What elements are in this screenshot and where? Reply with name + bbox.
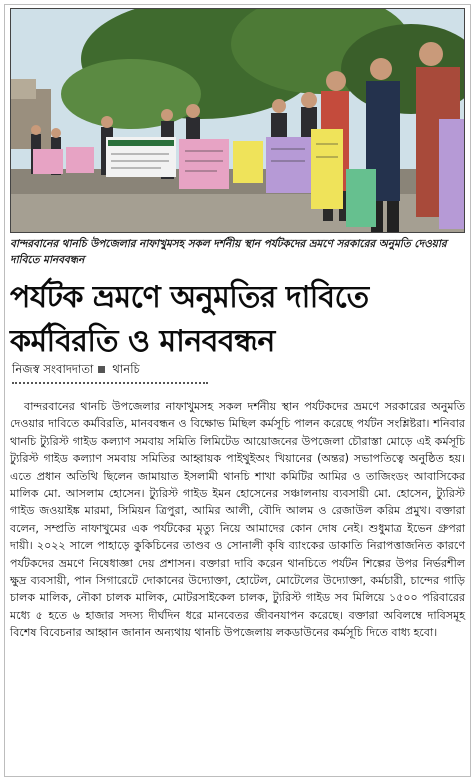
byline [12,362,312,376]
photo-caption: বান্দরবানের থানচি উপজেলার নাফাখুমসহ সকল দর্শনীয় স্থান পর্যটকদের ভ্রমণে সরকারের অনুমতি দেওয়ার দাবিতে মানববন্ধন [10,238,447,266]
article-photo [10,8,465,233]
article-body [10,398,465,642]
article-body-text: বান্দরবানের থানচি উপজেলার নাফাখুমসহ সকল দর্শনীয় স্থান পর্যটকদের ভ্রমণে সরকারের অনুমতি দেওয়ার দাবিতে কর্মবিরতি, মানববন্ধন ও বিক্ষোভ মিছিল কর্মসূচি পালন করেছে পর্যটন সংশ্লিষ্টরা। শনিবার থানচি ট্যুরিস্ট গাইড কল্যাণ সমবায় সমিতি লিমিটেড আয়োজনের উপজেলা চৌরাস্তা মোড়ে এই কর্মসূচি ট্যুরিস্ট গাইড কল্যাণ সমবায় সমিতির আহ্বায়ক পাইথুইঅং খিয়ানের (অন্তর) সভাপতিত্বে অনুষ্ঠিত হয়। এতে প্রধান অতিথি ছিলেন জামায়াত ইসলামী থানচি শাখা কমিটির আমির ও তাজিংডং আবাসিকের মালিক মো. আসলাম হোসেন। ট্যুরিস্ট গাইড ইমন হোসেনের সঞ্চালনায় ব্যবসায়ী মো. হোসেন, ট্যুরিস্ট গাইড জওয়াইঙ্ক মারমা, সিমিয়ন ত্রিপুরা, আমির আলী, বৌদি আলম ও রেজাউল করিম প্রমুখ। বক্তারা বলেন, সম্প্রতি নাফাখুমের এক পর্যটকের মৃত্যু নিয়ে আমাদের কোন দোষ নেই। শুধুমাত্র ইভেন গ্রুপরা দায়ী। ২০২২ সালে পাহাড়ে কুকিচিনের তাণ্ডব ও সোনালী কৃষি ব্যাংকের ডাকাতি নিরাপত্তাজনিত কারণে পর্যটকদের ভ্রমণে নিষেধাজ্ঞা দেয় প্রশাসন। বক্তারা দাবি করেন থানচিতে পর্যটন শিল্পের উপর নির্ভরশীল ক্ষুদ্র ব্যবসায়ী, পান সিগারেটে দোকানের উদ্যোক্তা, হোটেল, মোটেলের উদ্যোক্তা, কর্মচারী, চান্দের গাড়ি চালক মালিক, নৌকা চালক মালিক, মোটরসাইকেল চালক, ট্যুরিস্ট গাইড সব মিলিয়ে ১৫০০ পরিবারের মধ্যে ৫ হতে ৬ হাজার সদস্য দীর্ঘদিন ধরে মানবেতর জীবনযাপন করেছে। বক্তারা অবিলম্বে দাবিসমূহ বিশেষ বিবেচনার আহ্বান জানান অন্যথায় থানচি উপজেলায় লকডাউনের কর্মসূচি দিতে বাধ্য হবো। [10,400,465,640]
headline-line-1: পর্যটক ভ্রমণে অনুমতির দাবিতে [10,280,369,315]
byline-location: থানচি [112,362,140,376]
square-bullet-icon [98,366,105,373]
byline-reporter: নিজস্ব সংবাদদাতা [12,362,94,376]
dotted-divider [12,382,208,384]
headline-line-2: কর্মবিরতি ও মানববন্ধন [10,324,275,359]
headline [10,276,465,364]
